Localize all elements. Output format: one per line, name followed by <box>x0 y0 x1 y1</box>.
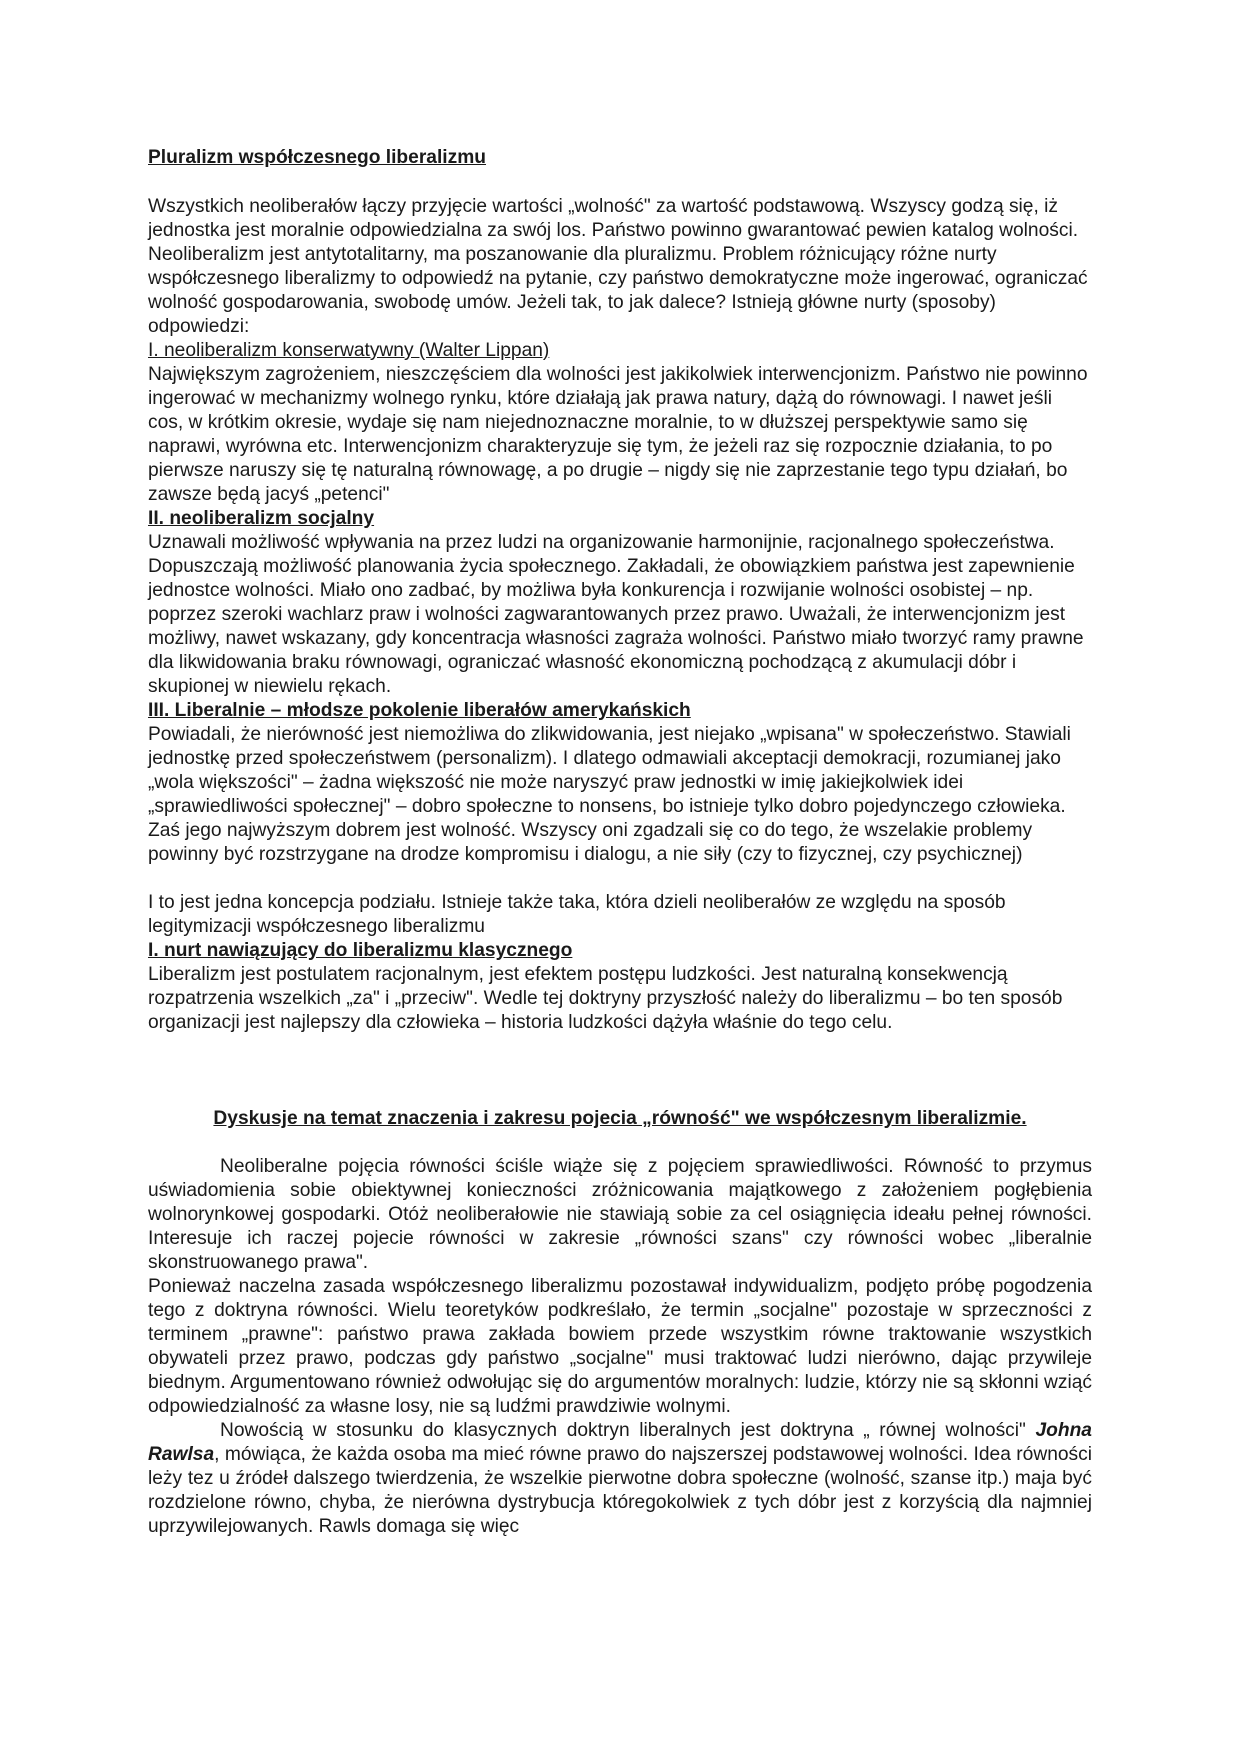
paragraph-division: I to jest jedna koncepcja podziału. Istnieje także taka, która dzieli neoliberałów ze względu na sposób legitymizacji współczesnego liberalizmu <box>148 892 1006 937</box>
spacer <box>148 867 1092 891</box>
section1-intro: Wszystkich neoliberałów łączy przyjęcie wartości „wolność" za wartość podstawową. Wszyscy godzą się, iż jednostka jest moralnie odpowiedzialna za swój los. Państwo powinno gwarantować pewien katalog wolności. Neoliberalizm jest antytotalitarny, ma poszanowanie dla pluralizmu. Problem różnicujący różne nurty współczesnego liberalizmy to odpowiedź na pytanie, czy państwo demokratyczne może ingerować, ograniczać wolność gospodarowania, swobodę umów. Jeżeli tak, to jak dalece? Istnieją główne nurty (sposoby) odpowiedzi: <box>148 196 1088 337</box>
heading-social: II. neoliberalizm socjalny <box>148 508 375 529</box>
paragraph-american: Powiadali, że nierówność jest niemożliwa do zlikwidowania, jest niejako „wpisana" w społeczeństwo. Stawiali jednostkę przed społeczeństwem (personalizm). I dlatego odmawiali akceptacji demokracji, rozumianej jako „wola większości" – żadna większość nie może naryszyć praw jednostki w imię jakiejkolwiek idei „sprawiedliwości społecznej" – dobro społeczne to nonsens, bo istnieje tylko dobro pojedynczego człowieka. Zaś jego najwyższym dobrem jest wolność. Wszyscy oni zgadzali się co do tego, że wszelakie problemy powinny być rozstrzygane na drodze kompromisu i dialogu, a nie siły (czy to fizycznej, czy psychicznej) <box>148 724 1071 865</box>
heading-conservative: I. neoliberalizm konserwatywny (Walter Lippan) <box>148 340 550 361</box>
paragraph-rawls <box>148 1419 1092 1539</box>
paragraph-social: Uznawali możliwość wpływania na przez ludzi na organizowanie harmonijnie, racjonalnego społeczeństwa. Dopuszczają możliwość planowania życia społecznego. Zakładali, że obowiązkiem państwa jest zapewnienie jednostce wolności. Miało ono zadbać, by możliwa była konkurencja i rozwijanie wolności osobistej – np. poprzez szeroki wachlarz praw i wolności zagwarantowanych przez prawo. Uważali, że interwencjonizm jest możliwy, nawet wskazany, gdy koncentracja własności zagraża wolności. Państwo miało tworzyć ramy prawne dla likwidowania braku równowagi, ograniczać własność ekonomiczną pochodzącą z akumulacji dóbr i skupionej w niewielu rękach. <box>148 532 1084 697</box>
rawls-name: Johna Rawlsa <box>148 1420 1092 1465</box>
paragraph-equality: Neoliberalne pojęcia równości ściśle wiąże się z pojęciem sprawiedliwości. Równość to przymus uświadomienia sobie obiektywnej konieczności zróżnicowania majątkowego z założeniem pogłębienia wolnorynkowej gospodarki. Otóż neoliberałowie nie stawiają sobie za cel osiągnięcia ideału pełnej równości. Interesuje ich raczej pojecie równości w zakresie „równości szans" czy równości wobec „liberalnie skonstruowanego prawa". <box>148 1156 1092 1273</box>
heading-classical: I. nurt nawiązujący do liberalizmu klasycznego <box>148 940 573 961</box>
heading-american: III. Liberalnie – młodsze pokolenie liberałów amerykańskich <box>148 700 691 721</box>
paragraph-classical: Liberalizm jest postulatem racjonalnym, jest efektem postępu ludzkości. Jest naturalną konsekwencją rozpatrzenia wszelkich „za" i „przeciw". Wedle tej doktryny przyszłość należy do liberalizmu – bo ten sposób organizacji jest najlepszy dla człowieka – historia ludzkości dążyła właśnie do tego celu. <box>148 964 1063 1033</box>
section1-title: Pluralizm współczesnego liberalizmu <box>148 147 487 168</box>
rawls-rest: , mówiąca, że każda osoba ma mieć równe prawo do najszerszej podstawowej wolności. Idea równości leży tez u źródeł dalszego twierdzenia, że wszelkie pierwotne dobra społeczne (wolność, szanse itp.) maja być rozdzielone równo, chyba, że nierówna dystrybucja któregokolwiek z tych dóbr jest z korzyścią dla najmniej uprzywilejowanych. Rawls domaga się więc <box>148 1444 1092 1537</box>
rawls-intro: Nowością w stosunku do klasycznych doktryn liberalnych jest doktryna „ równej wolności" <box>220 1420 1026 1441</box>
paragraph-individualism: Ponieważ naczelna zasada współczesnego liberalizmu pozostawał indywidualizm, podjęto próbę pogodzenia tego z doktryna równości. Wielu teoretyków podkreślało, że termin „socjalne" pozostaje w sprzeczności z terminem „prawne": państwo prawa zakłada bowiem przede wszystkim równe traktowanie wszystkich obywateli przez prawo, podczas gdy państwo „socjalne" musi traktować ludzi nierówno, dając przywileje biednym. Argumentowano również odwołując się do argumentów moralnych: ludzie, którzy nie są skłonni wziąć odpowiedzialność za własne losy, nie są ludźmi prawdziwie wolnymi. <box>148 1276 1092 1417</box>
document-page <box>148 146 1092 1539</box>
spacer <box>148 1035 1092 1107</box>
section2-title: Dyskusje na temat znaczenia i zakresu pojecia „równość" we współczesnym liberalizmie. <box>213 1108 1027 1129</box>
paragraph-conservative: Największym zagrożeniem, nieszczęściem dla wolności jest jakikolwiek interwencjonizm. Państwo nie powinno ingerować w mechanizmy wolnego rynku, które działają jak prawa natury, dążą do równowagi. I nawet jeśli cos, w krótkim okresie, wydaje się nam niejednoznaczne moralnie, to w dłuższej perspektywie samo się naprawi, wyrówna etc. Interwencjonizm charakteryzuje się tym, że jeżeli raz się rozpocznie działania, to po pierwsze naruszy się tę naturalną równowagę, a po drugie – nigdy się nie zaprzestanie tego typu działań, bo zawsze będą jacyś „petenci" <box>148 364 1088 505</box>
